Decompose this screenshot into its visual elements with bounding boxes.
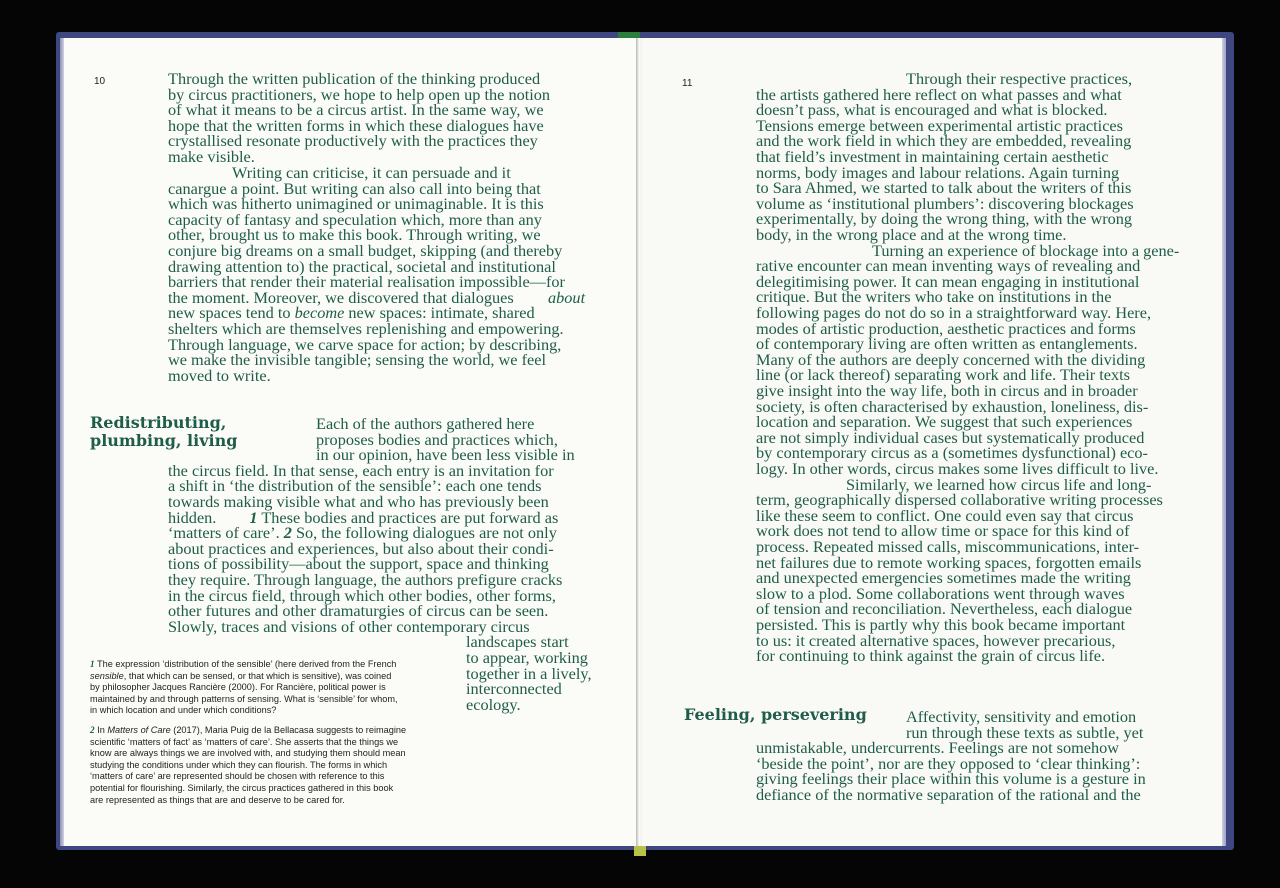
section1-body: the circus field. In that sense, each entry is an invitation for a shift in ‘the distribution of the sensible’: each one tends towards making visible what and who has previously been hidden. [168, 460, 554, 527]
practices-paragraph: the artists gathered here reflect on what passes and what doesn’t pass, what is encouraged and what is blocked. Tensions emerge between experimental artistic practices and the work field in which they are embedded, revealing that field’s investment in maintaining certain aesthetic norms, body images and labour relations. Again turning to Sara Ahmed, we started to talk about the writers of this volume as ‘institutional plumbers’: discovering blockages experimentally, by doing the wrong thing, with the wrong body, in the wrong place and at the wrong time. [756, 84, 1134, 244]
footnote-ref-1[interactable]: 1 [249, 507, 258, 527]
writing-paragraph-end: shelters which are themselves replenishing and empowering. Through language, we carve space for action; by describing, we make the invisible tangible; sensing the world, we feel moved to write. [168, 319, 564, 385]
blockage-paragraph: rative encounter can mean inventing ways of revealing and delegitimising power. It can mean engaging in institutional critique. But the writers who take on institutions in the following pages do not do so in a straightforward way. Here, modes of artistic production, aesthetic practices and forms of contemporary living are often written as entanglements. Many of the authors are deeply concerned with the dividing line (or lack thereof) separating work and life. Their texts give insight into the way life, both in circus and in broader society, is often characterised by exhaustion, loneliness, dis- location and separation. We suggest that such experiences are not simply individual cases but systematically produced by contemporary circus as a (sometimes dysfunctional) eco- logy. In other words, circus makes some lives difficult to live. [756, 256, 1159, 478]
left-page [64, 38, 638, 846]
section-heading-feeling: Feeling, persevering [684, 705, 867, 724]
similarly-paragraph: term, geographically dispersed collaborative writing processes like these seem to conflict. One could even say that circus work does not tend to allow time or space for this kind of process. Repeated missed calls, miscommunications, inter- net failures due to remote working spaces, forgotten emails and unexpected emergencies sometimes made the writing slow to a plod. Some collaborations went through waves of tension and reconciliation. Nevertheless, each dialogue persisted. This is partly why this book became important to us: it created alternative spaces, however precarious, for continuing to think against the grain of circus life. [756, 490, 1163, 666]
section2-indented-lines: Affectivity, sensitivity and emotion run through these texts as subtle, yet [906, 707, 1144, 742]
section1-ref1-line: 1 These bodies and practices are put forward as [249, 507, 559, 527]
section2-body: unmistakable, undercurrents. Feelings are not somehow ‘beside the point’, nor are they opposed to ‘clear thinking’: giving feelings their place within this volume is a gesture in defiance of the normative separation of the rational and the [756, 738, 1146, 804]
practices-paragraph-first-line: Through their respective practices, [906, 69, 1133, 88]
section1-indented-lines: Each of the authors gathered here proposes bodies and practices which, in our opinion, have been less visible in [316, 414, 575, 465]
page-number: 10 [94, 76, 106, 87]
writing-paragraph: canargue a point. But writing can also call into being that which was hitherto unimagined or unimaginable. It is this capacity of fantasy and speculation which, more than any other, brought us to make this book. Through writing, we conjure big dreams on a small budget, skipping (and thereby drawing attention to) the practical, societal and institutional barriers that render their material realisation impossible—for the moment. Moreover, we discovered that dialogues [168, 178, 565, 307]
intro-paragraph: Through the written publication of the thinking produced by circus practitioners, we hope to help open up the notion of what it means to be a circus artist. In the same way, we hope that the written forms in which these dialogues have crystallised resonate productively with the practices they make visible. [168, 69, 551, 166]
right-page [642, 38, 1222, 846]
footnote-ref-2[interactable]: 2 [283, 523, 292, 543]
footnote-1: 1 The expression ‘distribution of the sensible’ (here derived from the French sensible, that which can be sensed, or that which is sensitive), was coined by philosopher Jacques Rancière (2000). For Rancière, political power is maintained by and through patterns of sensing. What is ‘sensible’ for whom, in which location and under which conditions? [90, 659, 398, 716]
section1-body-continued: about practices and experiences, but also about their condi- tions of possibility—about the support, space and thinking they require. Through language, the authors prefigure cracks in the circus field, through which other bodies, other forms, other futures and other dramaturgies of circus can be seen. Slowly, traces and visions of other contemporary circus [168, 538, 563, 636]
footnote-2: 2 In Matters of Care (2017), Maria Puig de la Bellacasa suggests to reimagine scientific ‘matters of fact’ as ‘matters of care’. She asserts that the things we know are always things we are involved with, and studying them should mean studying the conditions under which they can flourish. The forms in which ‘matters of care’ are represented should be chosen with reference to this potential for flourishing. Similarly, the circus practices gathered in this book are represented as things that are and deserve to be cared for. [90, 725, 407, 805]
section-heading-redistributing: Redistributing, plumbing, living [90, 413, 238, 450]
about-italic: about [548, 287, 586, 307]
become-line: new spaces tend to become new spaces: intimate, shared [168, 303, 535, 323]
section1-ref2-line: ‘matters of care’. 2 So, the following dialogues are not only [168, 523, 557, 543]
section1-tail: landscapes start to appear, working together in a lively, interconnected ecology. [466, 632, 592, 714]
blockage-paragraph-first-line: Turning an experience of blockage into a gene- [872, 240, 1180, 260]
binding-thread [634, 846, 646, 856]
similarly-paragraph-first-line: Similarly, we learned how circus life and long- [846, 474, 1152, 494]
page-number: 11 [682, 78, 693, 89]
writing-paragraph-first-line: Writing can criticise, it can persuade and it [232, 163, 511, 182]
